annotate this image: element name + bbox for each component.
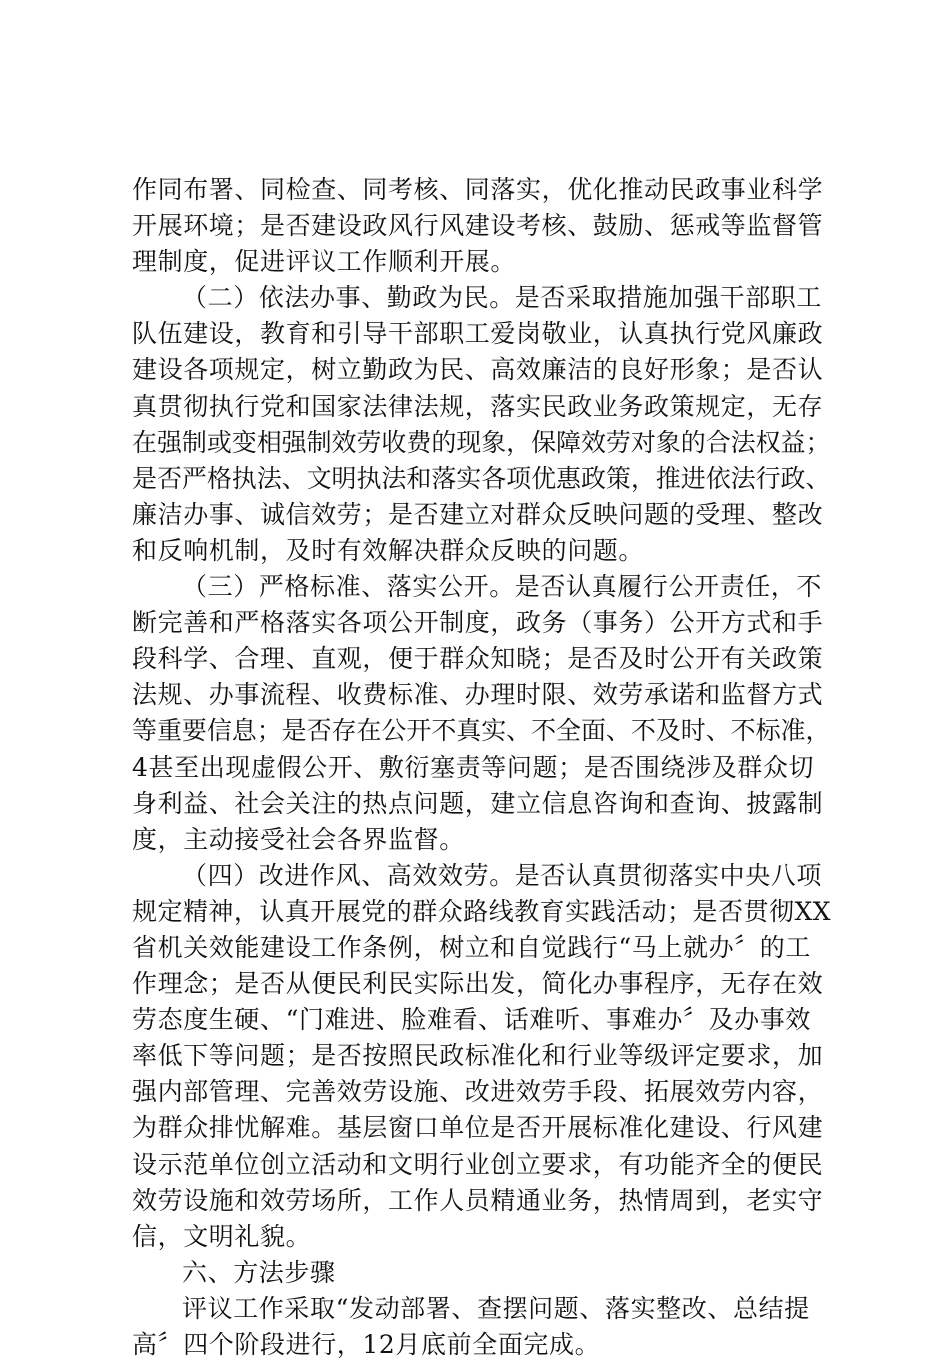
text-line: 信，文明礼貌。 <box>132 1221 312 1251</box>
text-line: 度，主动接受社会各界监督。 <box>132 824 465 854</box>
text-line: 作理念；是否从便民利民实际出发，简化办事程序，无存在效 <box>132 969 824 999</box>
text-line: 设示范单位创立活动和文明行业创立要求，有功能齐全的便民 <box>132 1149 824 1179</box>
text-line: 身利益、社会关注的热点问题，建立信息咨询和查询、披露制 <box>132 788 824 818</box>
text-line: 省机关效能建设工作条例，树立和自觉践行“马上就办〞的工 <box>132 932 811 962</box>
text-line: 六、方法步骤 <box>182 1257 336 1287</box>
text-line: （二）依法办事、勤政为民。是否采取措施加强干部职工 <box>182 283 823 313</box>
text-line: 理制度，促进评议工作顺利开展。 <box>132 247 517 277</box>
text-line: 作同布署、同检查、同考核、同落实，优化推动民政事业科学 <box>132 175 824 204</box>
text-line: 开展环境；是否建设政风行风建设考核、鼓励、惩戒等监督管 <box>132 211 824 241</box>
text-line: 规定精神，认真开展党的群众路线教育实践活动；是否贯彻XX <box>132 896 831 926</box>
text-line: 断完善和严格落实各项公开制度，政务（事务）公开方式和手 <box>132 608 824 638</box>
text-line: （四）改进作风、高效效劳。是否认真贯彻落实中央八项 <box>182 860 823 890</box>
text-line: 强内部管理、完善效劳设施、改进效劳手段、拓展效劳内容， <box>132 1077 824 1107</box>
text-line: 率低下等问题；是否按照民政标准化和行业等级评定要求，加 <box>132 1041 824 1071</box>
text-line: 法规、办事流程、收费标准、办理时限、效劳承诺和监督方式 <box>132 680 824 710</box>
text-line: 廉洁办事、诚信效劳；是否建立对群众反映问题的受理、整改 <box>132 499 824 529</box>
text-line: 建设各项规定，树立勤政为民、高效廉洁的良好形象；是否认 <box>132 355 824 385</box>
text-line: 在强制或变相强制效劳收费的现象，保障效劳对象的合法权益； <box>132 427 831 457</box>
text-line: 和反响机制，及时有效解决群众反映的问题。 <box>132 535 645 565</box>
text-line: 评议工作采取“发动部署、查摆问题、落实整改、总结提 <box>182 1293 810 1323</box>
text-line: 4甚至出现虚假公开、敷衍塞责等问题；是否围绕涉及群众切 <box>132 752 815 782</box>
text-line: 劳态度生硬、“门难进、脸难看、话难听、事难办〞及办事效 <box>132 1005 811 1035</box>
text-line: 真贯彻执行党和国家法律法规，落实民政业务政策规定，无存 <box>132 391 824 421</box>
text-line: （三）严格标准、落实公开。是否认真履行公开责任，不 <box>182 572 823 602</box>
text-line: 段科学、合理、直观，便于群众知晓；是否及时公开有关政策 <box>132 644 824 674</box>
text-line: 高〞四个阶段进行，12月底前全面完成。 <box>132 1330 601 1359</box>
text-line: 效劳设施和效劳场所，工作人员精通业务，热情周到，老实守 <box>132 1185 824 1215</box>
document-body <box>132 172 832 1363</box>
text-line: 队伍建设，教育和引导干部职工爱岗敬业，认真执行党风廉政 <box>132 319 824 349</box>
text-line: 等重要信息；是否存在公开不真实、不全面、不及时、不标准， <box>132 716 831 746</box>
text-line: 是否严格执法、文明执法和落实各项优惠政策，推进依法行政、 <box>132 463 831 493</box>
text-line: 为群众排忧解难。基层窗口单位是否开展标准化建设、行风建 <box>132 1113 824 1143</box>
